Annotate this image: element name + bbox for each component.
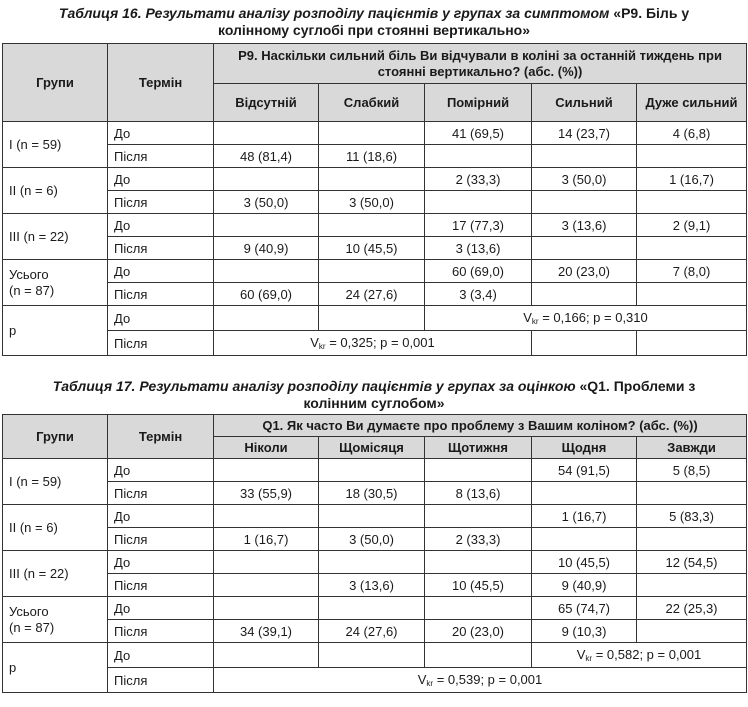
cell [425,145,532,168]
cell [425,643,532,668]
groups-header: Групи [3,415,108,459]
cell [319,597,425,620]
cell: 3 (50,0) [319,528,425,551]
table-17 [2,414,747,693]
stat-sub: kr [531,317,539,326]
col-header: Дуже сильний [637,84,747,122]
cell [214,574,319,597]
cell: 4 (6,8) [637,122,747,145]
term-header: Термін [108,44,214,122]
cell: 41 (69,5) [425,122,532,145]
table-16-caption-title: Таблиця 16. Результати аналізу розподілу пацієнтів у групах за симптомом [58,5,610,21]
stat-sub: kr [426,679,434,688]
cell [214,643,319,668]
groups-header: Групи [3,44,108,122]
col-header: Щомісяця [319,437,425,459]
cell: 33 (55,9) [214,482,319,505]
table-16 [2,43,747,356]
group-label: III (n = 22) [3,551,108,597]
cell: 2 (9,1) [637,214,747,237]
question-header: Р9. Наскільки сильний біль Ви відчували в коліні за останній тиждень при стоянні вертикально? (абс. (%)) [214,44,747,84]
cell: 20 (23,0) [425,620,532,643]
cell: 9 (40,9) [214,237,319,260]
stat-before [532,643,747,668]
stat-v: V [576,647,586,662]
cell: 11 (18,6) [319,145,425,168]
term-after: Після [108,482,214,505]
cell [532,145,637,168]
cell [637,145,747,168]
col-header: Ніколи [214,437,319,459]
cell: 3 (50,0) [214,191,319,214]
col-header: Слабкий [319,84,425,122]
cell [214,505,319,528]
table-17-caption-quote: «Q1. Проблеми з колінним суглобом» [303,378,696,411]
term-after: Після [108,574,214,597]
cell: 24 (27,6) [319,620,425,643]
cell: 2 (33,3) [425,168,532,191]
term-before: До [108,505,214,528]
cell: 7 (8,0) [637,260,747,283]
cell [214,597,319,620]
stat-rest: = 0,166; p = 0,310 [538,310,648,325]
cell [425,459,532,482]
cell [532,191,637,214]
col-header: Щодня [532,437,637,459]
cell [637,574,747,597]
cell [214,260,319,283]
cell [319,122,425,145]
cell [214,122,319,145]
cell: 10 (45,5) [532,551,637,574]
cell [319,306,425,331]
cell: 8 (13,6) [425,482,532,505]
group-label-total [3,260,108,306]
cell [532,331,637,356]
cell [319,505,425,528]
stat-rest: = 0,582; p = 0,001 [592,647,702,662]
stat-rest: = 0,539; p = 0,001 [433,672,543,687]
cell [319,643,425,668]
cell: 65 (74,7) [532,597,637,620]
term-before: До [108,551,214,574]
term-before: До [108,168,214,191]
cell: 12 (54,5) [637,551,747,574]
cell: 10 (45,5) [425,574,532,597]
cell: 34 (39,1) [214,620,319,643]
col-header: Завжди [637,437,747,459]
cell [319,214,425,237]
cell: 54 (91,5) [532,459,637,482]
stat-v: V [523,310,532,325]
cell: 5 (8,5) [637,459,747,482]
col-header: Сильний [532,84,637,122]
cell: 17 (77,3) [425,214,532,237]
cell: 5 (83,3) [637,505,747,528]
stat-v: V [310,335,319,350]
table-16-caption [30,0,718,43]
cell: 9 (40,9) [532,574,637,597]
cell [319,168,425,191]
cell: 3 (50,0) [319,191,425,214]
cell: 1 (16,7) [532,505,637,528]
term-before: До [108,214,214,237]
term-after: Після [108,145,214,168]
cell [214,214,319,237]
group-label: III (n = 22) [3,214,108,260]
group-label-line: (n = 87) [9,619,55,635]
table-17-caption [30,378,718,414]
col-header: Помірний [425,84,532,122]
cell [532,482,637,505]
group-label-line: Усього [9,603,49,619]
stat-sub: kr [318,342,326,351]
cell [637,283,747,306]
cell: 3 (13,6) [319,574,425,597]
term-after: Після [108,668,214,693]
cell: 18 (30,5) [319,482,425,505]
cell [532,237,637,260]
cell [425,597,532,620]
cell: 20 (23,0) [532,260,637,283]
cell [637,191,747,214]
cell [637,237,747,260]
table-17-caption-title: Таблиця 17. Результати аналізу розподілу пацієнтів у групах за оцінкою [52,378,576,394]
cell: 60 (69,0) [214,283,319,306]
cell: 2 (33,3) [425,528,532,551]
cell [214,168,319,191]
cell: 1 (16,7) [637,168,747,191]
cell [319,551,425,574]
question-header: Q1. Як часто Ви думаєте про проблему з Вашим коліном? (абс. (%)) [214,415,747,437]
term-before: До [108,643,214,668]
cell [214,551,319,574]
term-before: До [108,597,214,620]
cell: 3 (13,6) [425,237,532,260]
term-after: Після [108,191,214,214]
cell: 3 (3,4) [425,283,532,306]
p-label: p [3,643,108,693]
term-after: Після [108,331,214,356]
cell [214,306,319,331]
term-before: До [108,306,214,331]
cell: 48 (81,4) [214,145,319,168]
group-label-total [3,597,108,643]
term-before: До [108,260,214,283]
cell: 10 (45,5) [319,237,425,260]
cell: 9 (10,3) [532,620,637,643]
cell: 60 (69,0) [425,260,532,283]
stat-after [214,331,532,356]
cell [425,505,532,528]
term-after: Після [108,620,214,643]
table-16-caption-quote: «Р9. Біль у колінному суглобі при стоянні вертикально» [218,5,690,38]
term-header: Термін [108,415,214,459]
cell [637,528,747,551]
stat-sub: kr [585,654,593,663]
p-label: p [3,306,108,356]
stat-rest: = 0,325; p = 0,001 [325,335,435,350]
cell [425,191,532,214]
term-before: До [108,459,214,482]
cell [532,528,637,551]
cell: 22 (25,3) [637,597,747,620]
cell: 3 (13,6) [532,214,637,237]
col-header: Щотижня [425,437,532,459]
cell: 24 (27,6) [319,283,425,306]
cell [319,459,425,482]
cell [532,283,637,306]
col-header: Відсутній [214,84,319,122]
group-label-line: Усього [9,266,49,282]
stat-after [214,668,747,693]
group-label: I (n = 59) [3,122,108,168]
group-label: I (n = 59) [3,459,108,505]
term-after: Після [108,237,214,260]
group-label: II (n = 6) [3,505,108,551]
cell [637,620,747,643]
group-label: II (n = 6) [3,168,108,214]
cell [425,551,532,574]
cell: 1 (16,7) [214,528,319,551]
term-after: Після [108,528,214,551]
cell: 3 (50,0) [532,168,637,191]
stat-v: V [417,672,427,687]
group-label-line: (n = 87) [9,282,55,298]
cell [637,331,747,356]
cell [214,459,319,482]
stat-before [425,306,747,331]
term-before: До [108,122,214,145]
term-after: Після [108,283,214,306]
cell [637,482,747,505]
cell [319,260,425,283]
cell: 14 (23,7) [532,122,637,145]
